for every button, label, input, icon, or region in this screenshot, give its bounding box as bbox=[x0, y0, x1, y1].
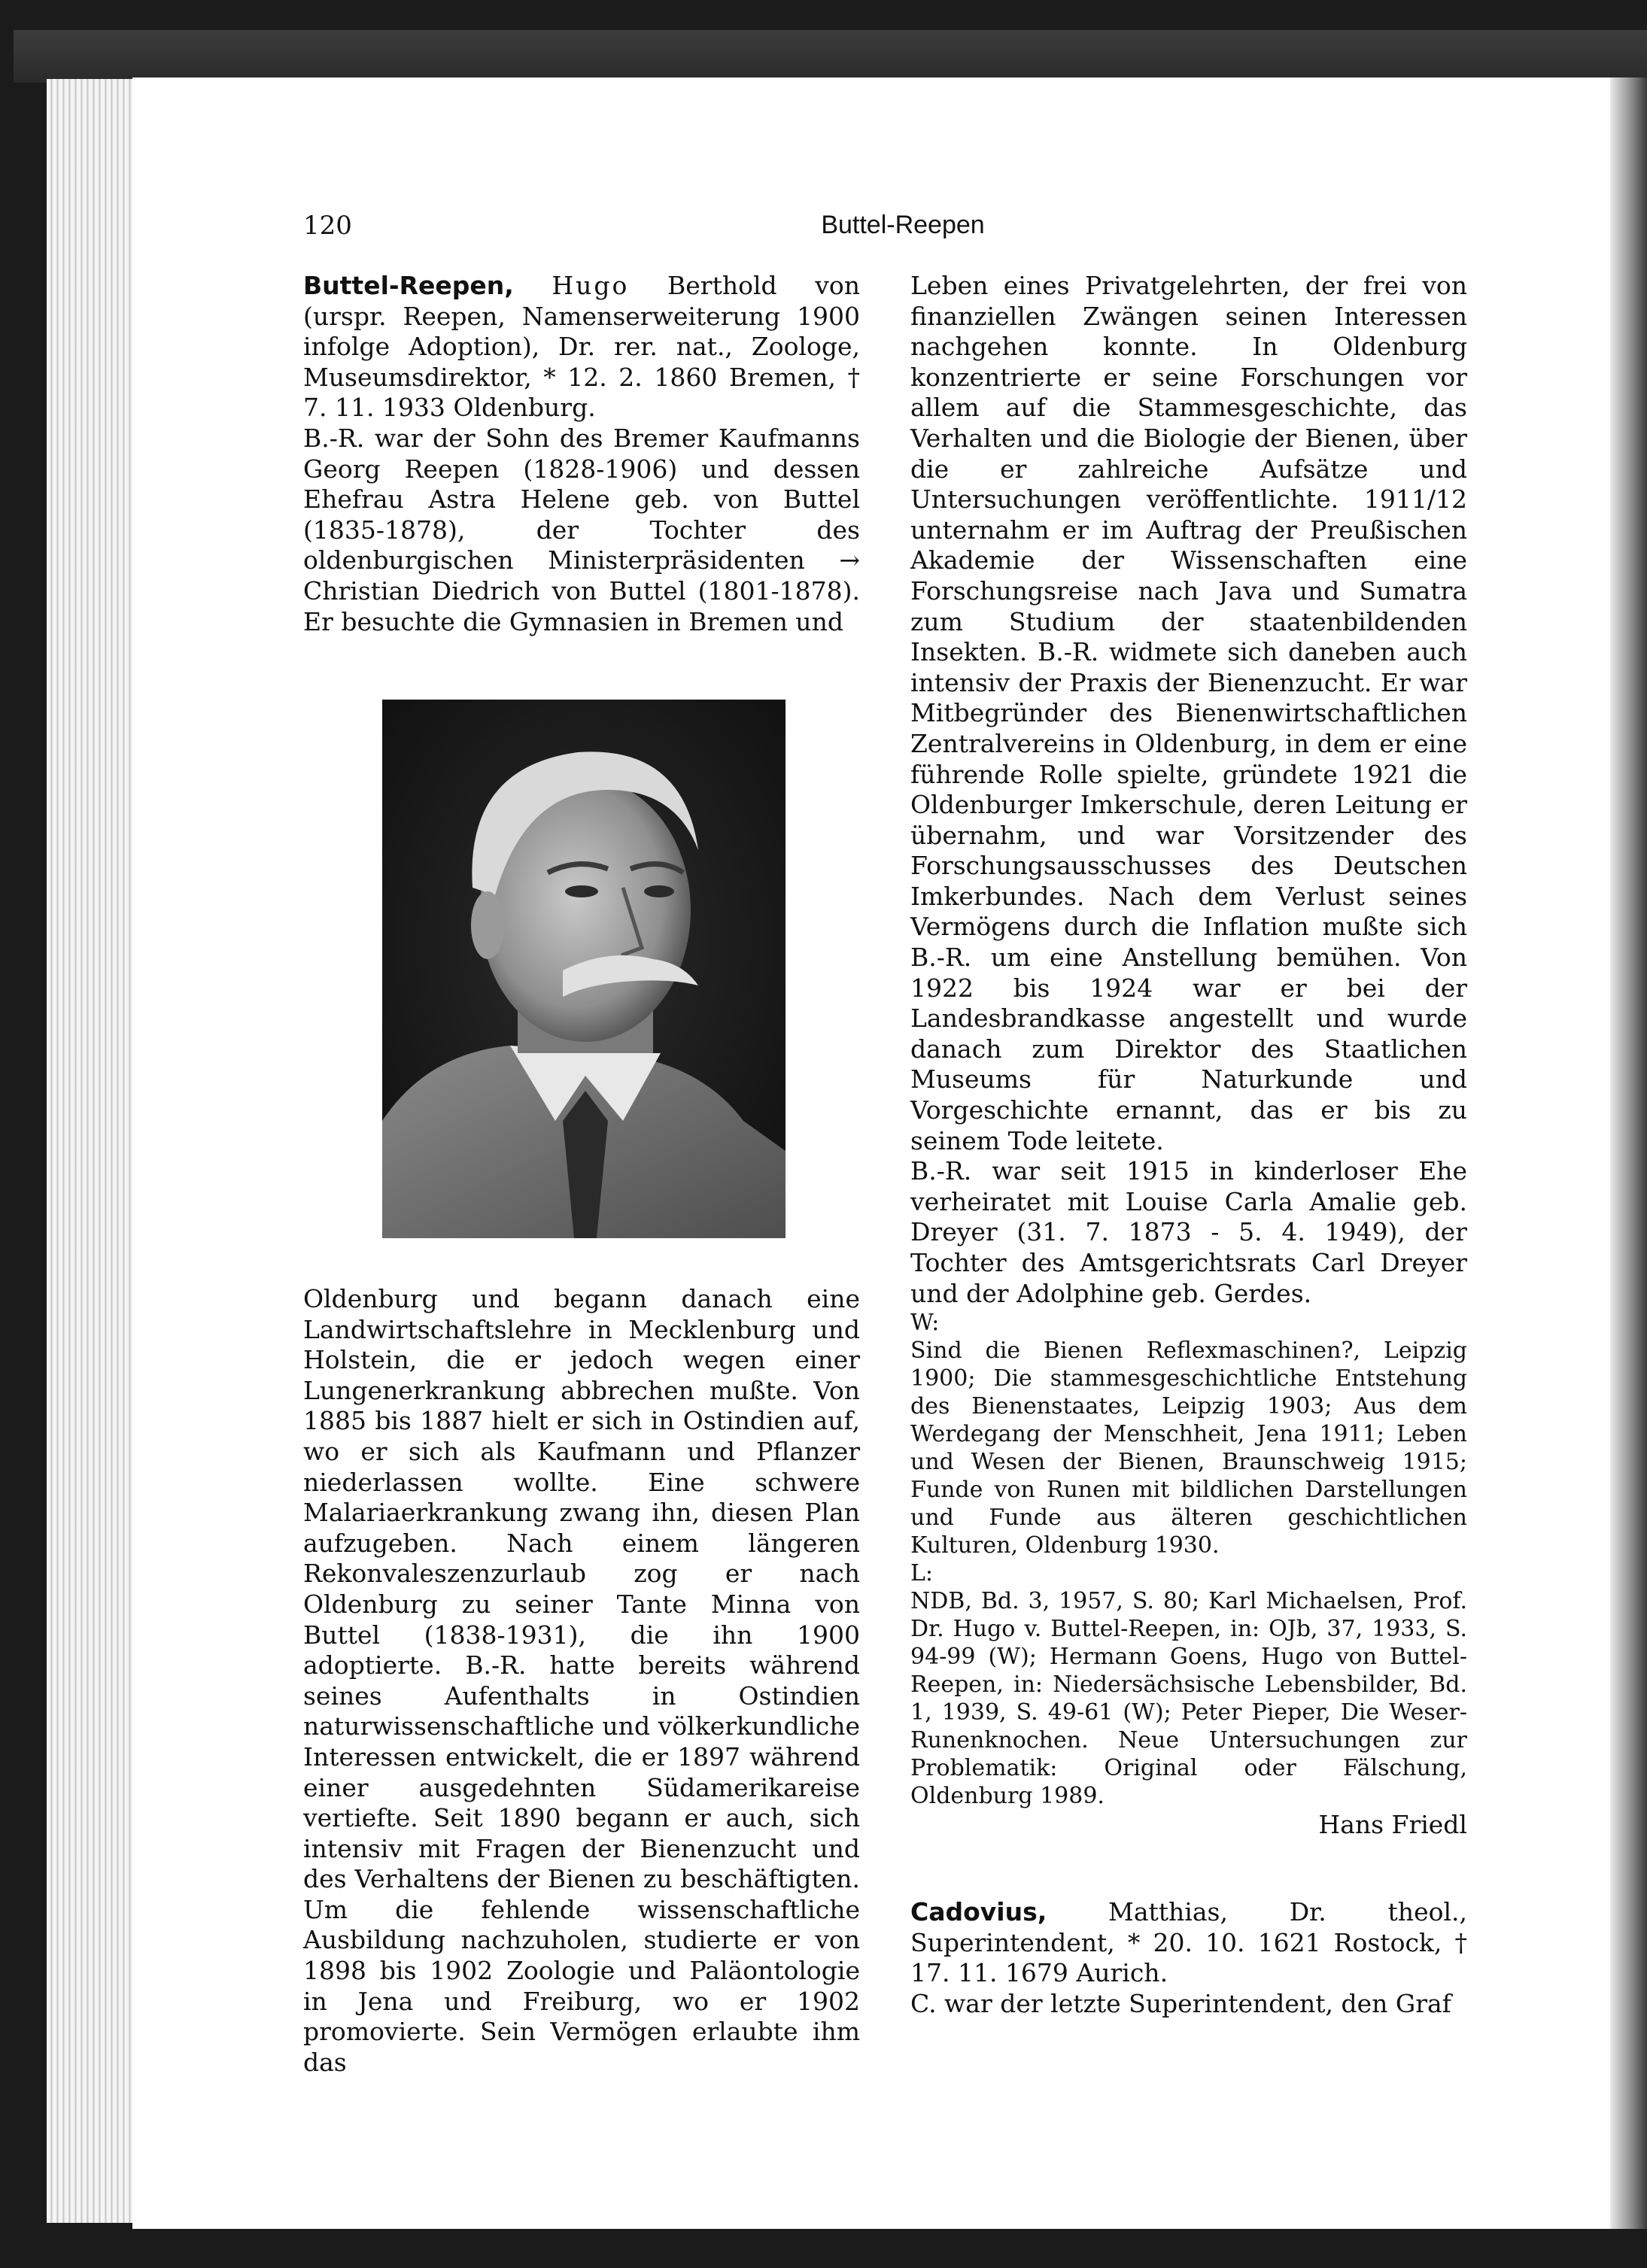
literature-list: NDB, Bd. 3, 1957, S. 80; Karl Michaelsen, Prof. Dr. Hugo v. Buttel-Reepen, in: OJb, 37, 1933, S. 94-99 (W); Hermann Goens, Hugo von Buttel-Reepen, in: Niedersächsische Lebensbilder, Bd. 1, 1939, S. 49-61 (W); Peter Pieper, Die Weser-Runenknochen. Neue Untersuchungen zur Problematik: Original oder Fälschung, Oldenburg 1989. bbox=[910, 1588, 1467, 1810]
page-gutter-shadow bbox=[1610, 77, 1647, 2229]
portrait-photo bbox=[382, 700, 786, 1238]
paragraph-marriage: B.-R. war seit 1915 in kinderloser Ehe verheiratet mit Louise Carla Amalie geb. Dreyer (31. 7. 1873 - 5. 4. 1949), der Tochter des Amtsgerichtsrats Carl Dreyer und der Adolphine geb. Gerdes. bbox=[910, 1156, 1467, 1308]
page-stack-edge bbox=[47, 79, 137, 2223]
given-name: Hugo bbox=[552, 271, 630, 300]
paragraph-career-continued bbox=[303, 1284, 860, 2078]
portrait-image bbox=[382, 700, 786, 1238]
book-cover-edge bbox=[14, 30, 1647, 83]
entry-cadovius bbox=[910, 1897, 1467, 2019]
paragraph-career: Oldenburg und begann danach eine Landwirtschaftslehre in Mecklenburg und Holstein, die er jedoch wegen einer Lungenerkrankung abbrechen mußte. Von 1885 bis 1887 hielt er sich in Ostindien auf, wo er sich als Kaufmann und Pflanzer niederlassen wollte. Eine schwere Malariaerkrankung zwang ihn, diesen Plan aufzugeben. Nach einem längeren Rekonvaleszenzurlaub zog er nach Oldenburg zu seiner Tante Minna von Buttel (1838-1931), die ihn 1900 adoptierte. B.-R. hatte bereits während seines Aufenthalts in Ostindien naturwissenschaftliche und völkerkundliche Interessen entwickelt, die er 1897 während einer ausgedehnten Südamerikareise vertiefte. Seit 1890 begann er auch, sich intensiv mit Fragen der Bienenzucht und des Verhaltens der Bienen zu beschäftigten. Um die fehlende wissenschaftliche Ausbildung nachzuholen, studierte er von 1898 bis 1902 Zoologie und Paläontologie in Jena und Freiburg, wo er 1902 promovierte. Sein Vermögen erlaubte ihm das bbox=[303, 1284, 860, 2077]
works-list: Sind die Bienen Reflexmaschinen?, Leipzig 1900; Die stammesgeschichtliche Entstehung des Bienenstaates, Leipzig 1903; Aus dem Werdegang der Menschheit, Jena 1911; Leben und Wesen der Bienen, Braunschweig 1915; Funde von Runen mit bildlichen Darstellungen und Funde aus älteren geschichtlichen Kulturen, Oldenburg 1930. bbox=[910, 1337, 1467, 1559]
paragraph-research: Leben eines Privatgelehrten, der frei von finanziellen Zwängen seinen Interessen nachgehen konnte. In Oldenburg konzentrierte er seine Forschungen vor allem auf die Stammesgeschichte, das Verhalten und die Biologie der Bienen, über die er zahlreiche Aufsätze und Untersuchungen veröffentlichte. 1911/12 unternahm er im Auftrag der Preußischen Akademie der Wissenschaften eine Forschungsreise nach Java und Sumatra zum Studium der staatenbildenden Insekten. B.-R. widmete sich daneben auch intensiv der Praxis der Bienenzucht. Er war Mitbegründer des Bienenwirtschaftlichen Zentralvereins in Oldenburg, in dem er eine führende Rolle spielte, gründete 1921 die Oldenburger Imkerschule, deren Leitung er übernahm, und war Vorsitzender des Forschungsausschusses des Deutschen Imkerbundes. Nach dem Verlust seines Vermögens durch die Inflation mußte sich B.-R. um eine Anstellung bemühen. Von 1922 bis 1924 war er bei der Landesbrandkasse angestellt und wurde danach zum Direktor des Staatlichen Museums für Naturkunde und Vorgeschichte ernannt, das er bis zu seinem Tode leitete. bbox=[910, 271, 1467, 1155]
cadovius-paragraph: C. war der letzte Superintendent, den Graf bbox=[910, 1988, 1451, 2018]
entry-buttel-reepen-intro bbox=[303, 271, 860, 637]
entry-intro-text: Berthold von (urspr. Reepen, Namenserweiterung 1900 infolge Adoption), Dr. rer. nat., Zoologe, Museumsdirektor, * 12. 2. 1860 Bremen, † 7. 11. 1933 Oldenburg. bbox=[303, 271, 860, 423]
works-label: W: bbox=[910, 1310, 940, 1337]
right-column bbox=[910, 271, 1467, 1841]
entry-author: Hans Friedl bbox=[1318, 1810, 1467, 1840]
running-head: Buttel-Reepen bbox=[821, 211, 985, 239]
paragraph-family: B.-R. war der Sohn des Bremer Kaufmanns Georg Reepen (1828-1906) und dessen Ehefrau Astra Helene geb. von Buttel (1835-1878), der Tochter des oldenburgischen Ministerpräsidenten → Christian Diedrich von Buttel (1801-1878). Er besuchte die Gymnasien in Bremen und bbox=[303, 423, 860, 636]
headword-cadovius: Cadovius, bbox=[910, 1897, 1047, 1926]
literature-label: L: bbox=[910, 1560, 934, 1587]
headword-buttel-reepen: Buttel-Reepen, bbox=[303, 271, 514, 300]
cadovius-intro-text: Matthias, Dr. theol., Superintendent, * 20. 10. 1621 Rostock, † 17. 11. 1679 Aurich. bbox=[910, 1897, 1467, 1988]
page-number: 120 bbox=[303, 211, 352, 241]
